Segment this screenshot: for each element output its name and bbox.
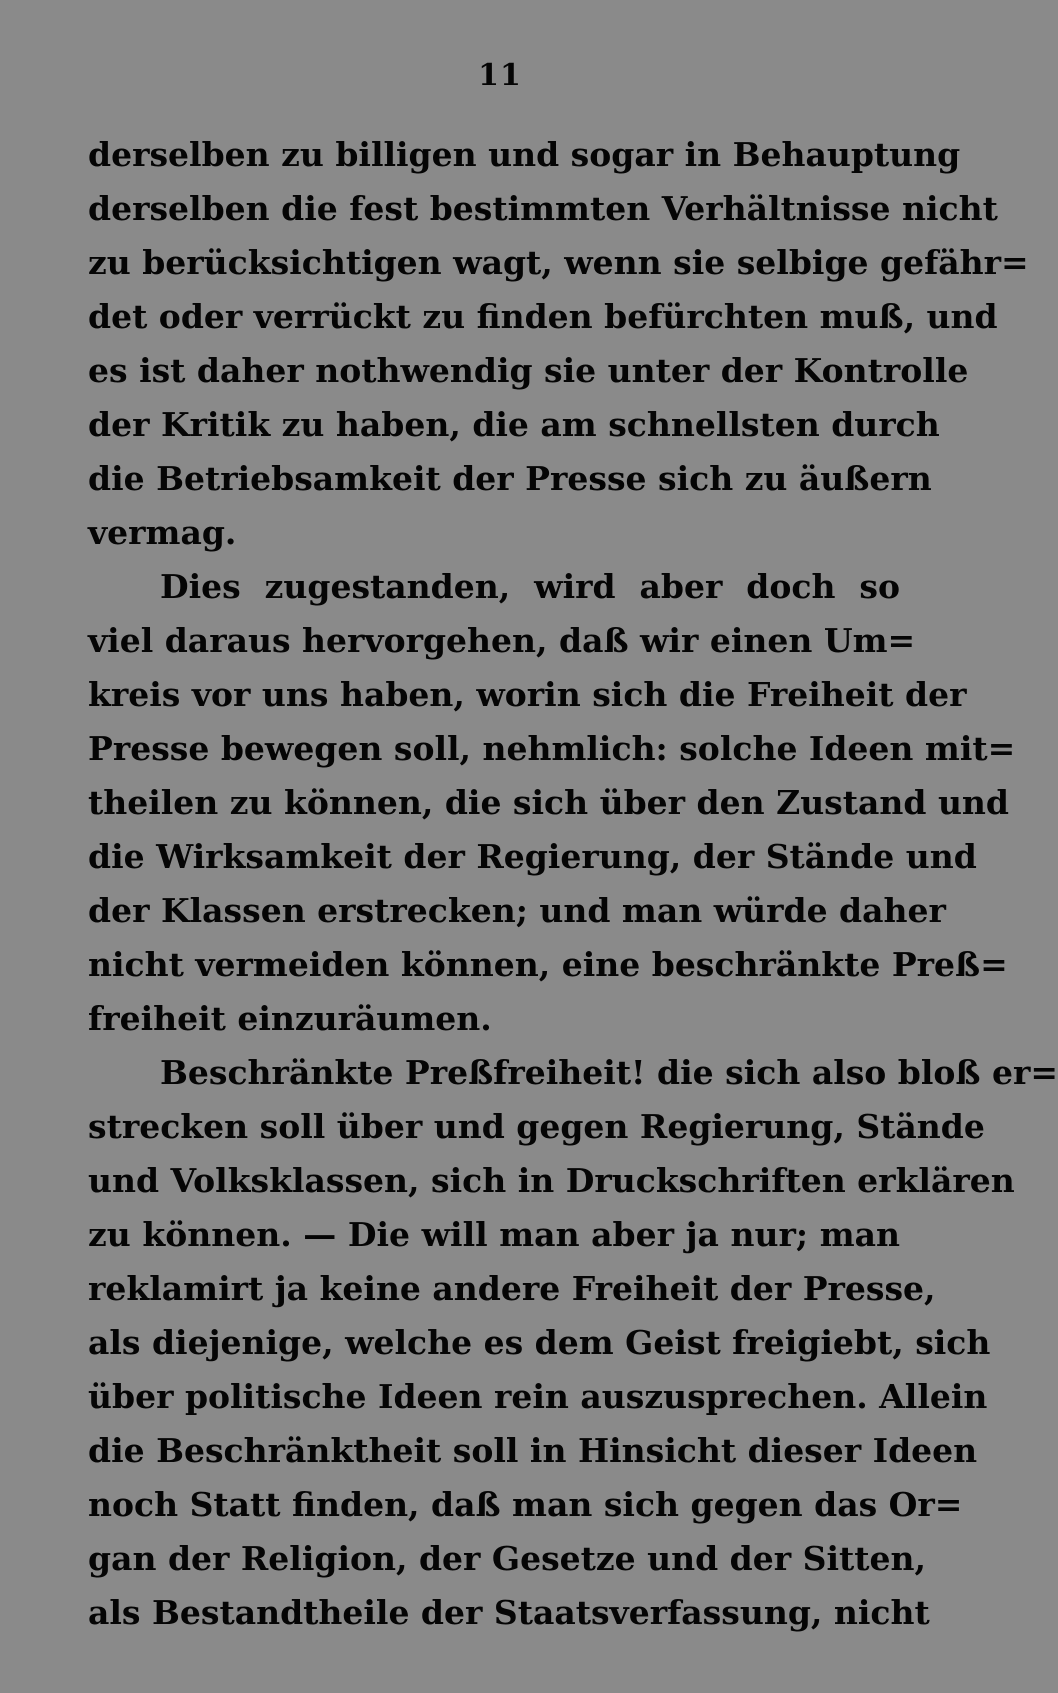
text-line: noch Statt finden, daß man sich gegen das Or= — [88, 1485, 963, 1524]
text-line: die Betriebsamkeit der Presse sich zu äußern — [88, 459, 932, 498]
text-line: als diejenige, welche es dem Geist freigiebt, sich — [88, 1323, 991, 1362]
text-line: theilen zu können, die sich über den Zustand und — [88, 783, 1010, 822]
text-line: und Volksklassen, sich in Druckschriften erklären — [88, 1161, 1015, 1200]
text-line: die Beschränktheit soll in Hinsicht dieser Ideen — [88, 1431, 978, 1470]
paragraph-start-line: Dies zugestanden, wird aber doch so — [160, 567, 900, 606]
text-line: nicht vermeiden können, eine beschränkte Preß= — [88, 945, 1008, 984]
text-line: derselben die fest bestimmten Verhältnisse nicht — [88, 189, 998, 228]
text-line: über politische Ideen rein auszusprechen. Allein — [88, 1377, 988, 1416]
text-line: die Wirksamkeit der Regierung, der Stände und — [88, 837, 977, 876]
body-text — [88, 128, 1058, 1640]
text-line: freiheit einzuräumen. — [88, 999, 492, 1038]
text-line: Presse bewegen soll, nehmlich: solche Ideen mit= — [88, 729, 1016, 768]
text-line: zu berücksichtigen wagt, wenn sie selbige gefähr= — [88, 243, 1029, 282]
text-line: strecken soll über und gegen Regierung, Stände — [88, 1107, 985, 1146]
text-line: der Kritik zu haben, die am schnellsten durch — [88, 405, 940, 444]
text-line: der Klassen erstrecken; und man würde daher — [88, 891, 946, 930]
text-line: es ist daher nothwendig sie unter der Kontrolle — [88, 351, 969, 390]
text-line: kreis vor uns haben, worin sich die Freiheit der — [88, 675, 967, 714]
text-line: gan der Religion, der Gesetze und der Sitten, — [88, 1539, 926, 1578]
text-line: reklamirt ja keine andere Freiheit der Presse, — [88, 1269, 936, 1308]
text-line: zu können. — Die will man aber ja nur; man — [88, 1215, 900, 1254]
text-line: als Bestandtheile der Staatsverfassung, nicht — [88, 1593, 930, 1632]
text-line: derselben zu billigen und sogar in Behauptung — [88, 135, 961, 174]
text-line: vermag. — [88, 513, 237, 552]
paragraph-start-line: Beschränkte Preßfreiheit! die sich also bloß er= — [160, 1053, 1058, 1092]
text-line: viel daraus hervorgehen, daß wir einen Um= — [88, 621, 916, 660]
text-line: det oder verrückt zu finden befürchten muß, und — [88, 297, 998, 336]
page-number: 11 — [478, 58, 522, 93]
